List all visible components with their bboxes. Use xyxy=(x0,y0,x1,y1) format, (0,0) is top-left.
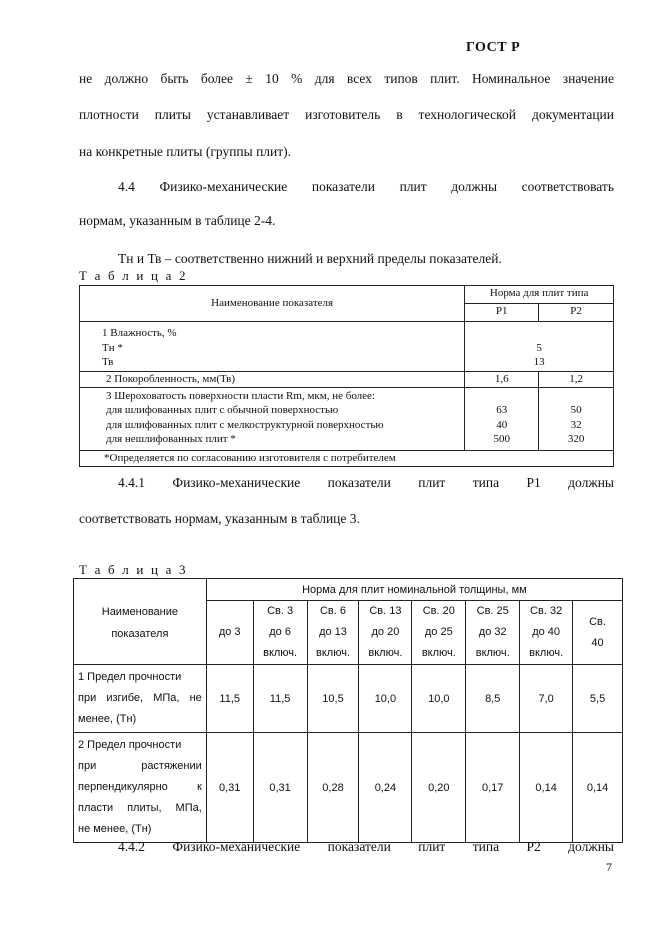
cell-text: включ. xyxy=(316,647,350,659)
cell-text: показателя xyxy=(111,627,169,640)
table-2 xyxy=(79,285,614,467)
table3-col-header xyxy=(412,601,466,665)
cell-value: 50 xyxy=(570,404,582,416)
table3-head-norm: Норма для плит номинальной толщины, мм xyxy=(206,579,622,601)
cell-text: менее, (Тн) xyxy=(78,713,137,725)
table2-col-p1: Р1 xyxy=(465,304,539,322)
cell-value: 5 xyxy=(536,341,542,354)
paragraph-line: 4.4.2 Физико-механические показатели плит типа Р2 должны xyxy=(118,839,614,854)
cell-text: включ. xyxy=(475,647,510,659)
cell-text: Св. xyxy=(589,615,606,628)
cell-value: 0,14 xyxy=(520,733,573,843)
cell-value: 10,0 xyxy=(412,665,466,733)
table3-col-header xyxy=(520,601,573,665)
table3-col-header xyxy=(307,601,359,665)
paragraph-line: плотности плиты устанавливает изготовитель в технологической документации xyxy=(79,107,614,122)
cell-value: 32 xyxy=(570,418,582,431)
paragraph-line: на конкретные плиты (группы плит). xyxy=(79,144,292,159)
table-row xyxy=(80,371,614,387)
table3-col-header xyxy=(253,601,307,665)
cell-text: до 13 xyxy=(319,626,347,638)
cell-text: 40 xyxy=(591,636,604,649)
cell-text: Св. 13 xyxy=(369,605,402,617)
paragraph-line: соответствовать нормам, указанным в таблице 3. xyxy=(79,511,360,526)
cell-value: 0,28 xyxy=(307,733,359,843)
cell-text: для шлифованных плит с обычной поверхностью xyxy=(106,404,339,416)
table3-col-header xyxy=(359,601,412,665)
cell-text: перпендикулярно к xyxy=(78,781,202,793)
paragraph-line: не должно быть более ± 10 % для всех типов плит. Номинальное значение xyxy=(79,71,614,86)
cell-text: для шлифованных плит с мелкоструктурной поверхностью xyxy=(106,418,384,431)
cell-text: Св. 20 xyxy=(422,605,455,617)
page-number: 7 xyxy=(606,860,612,874)
cell-text: для нешлифованных плит * xyxy=(106,433,236,445)
cell-text: при растяжении xyxy=(78,760,202,772)
table2-head-name: Наименование показателя xyxy=(80,286,465,322)
cell-value: 10,5 xyxy=(307,665,359,733)
table-row xyxy=(74,665,623,733)
cell-text: Св. 3 xyxy=(267,605,294,617)
paragraph-line: 4.4.1 Физико-механические показатели плит типа Р1 должны xyxy=(118,475,614,490)
cell-text: включ. xyxy=(368,647,403,659)
table-row xyxy=(74,733,623,843)
cell-text: Св. 25 xyxy=(476,605,509,617)
cell-text: Тв xyxy=(102,356,114,368)
cell-value: 0,31 xyxy=(206,733,253,843)
paragraph-line: Тн и Тв – соответственно нижний и верхний пределы показателей. xyxy=(118,251,502,266)
table-3 xyxy=(73,578,623,843)
cell-text: Св. 32 xyxy=(530,605,563,617)
cell-value: 0,14 xyxy=(573,733,623,843)
cell-text: до 40 xyxy=(532,626,561,638)
table3-head-name xyxy=(74,579,207,665)
table2-caption: Т а б л и ц а 2 xyxy=(79,268,188,283)
cell-value: 1,2 xyxy=(539,371,614,387)
cell-text: 3 Шероховатость поверхности пласти Rm, мкм, не более: xyxy=(106,389,375,402)
table2-footnote: *Определяется по согласованию изготовителя с потребителем xyxy=(80,450,614,466)
cell-value: 320 xyxy=(567,433,585,445)
cell-text: Наименование xyxy=(101,605,179,618)
cell-text: 2 Предел прочности xyxy=(78,739,182,751)
cell-value: 40 xyxy=(496,418,508,431)
table3-col-header xyxy=(573,601,623,665)
cell-value: 0,20 xyxy=(412,733,466,843)
table3-col-header xyxy=(206,601,253,665)
cell-value: 0,24 xyxy=(359,733,412,843)
cell-value: 0,31 xyxy=(253,733,307,843)
cell-text: до 32 xyxy=(478,626,507,638)
table2-head-norm: Норма для плит типа xyxy=(465,286,614,304)
cell-text: не менее, (Тн) xyxy=(78,823,152,835)
cell-text: включ. xyxy=(421,647,456,659)
paragraph-line: нормам, указанным в таблице 2-4. xyxy=(79,213,276,228)
cell-text: 2 Покоробленность, мм(Тв) xyxy=(80,371,465,387)
document-header: ГОСТ Р xyxy=(466,40,521,55)
cell-text: 1 Предел прочности xyxy=(78,671,182,683)
cell-text: Тн * xyxy=(102,341,123,354)
cell-text: Св. 6 xyxy=(319,605,347,617)
cell-text: до 3 xyxy=(218,626,241,638)
cell-value: 10,0 xyxy=(359,665,412,733)
cell-value: 8,5 xyxy=(466,665,520,733)
cell-value: 11,5 xyxy=(253,665,307,733)
cell-text: до 25 xyxy=(424,626,453,638)
cell-text: при изгибе, МПа, не xyxy=(78,692,202,704)
cell-text: пласти плиты, МПа, xyxy=(78,802,202,814)
cell-text: включ. xyxy=(529,647,564,659)
cell-value: 0,17 xyxy=(466,733,520,843)
cell-value: 7,0 xyxy=(520,665,573,733)
table2-col-p2: Р2 xyxy=(539,304,614,322)
cell-value: 500 xyxy=(493,433,510,445)
cell-value: 11,5 xyxy=(206,665,253,733)
cell-value: 5,5 xyxy=(573,665,623,733)
table3-caption: Т а б л и ц а 3 xyxy=(79,562,188,577)
cell-text: до 20 xyxy=(371,626,400,638)
cell-value: 1,6 xyxy=(465,371,539,387)
cell-text: 1 Влажность, % xyxy=(102,327,177,339)
paragraph-line: 4.4 Физико-механические показатели плит должны соответствовать xyxy=(118,179,614,194)
table3-col-header xyxy=(466,601,520,665)
cell-value: 63 xyxy=(496,404,508,416)
cell-text: до 6 xyxy=(269,626,291,638)
cell-value: 13 xyxy=(533,356,545,368)
table-row xyxy=(80,322,614,372)
table-row xyxy=(80,387,614,450)
cell-text: включ. xyxy=(263,647,298,659)
